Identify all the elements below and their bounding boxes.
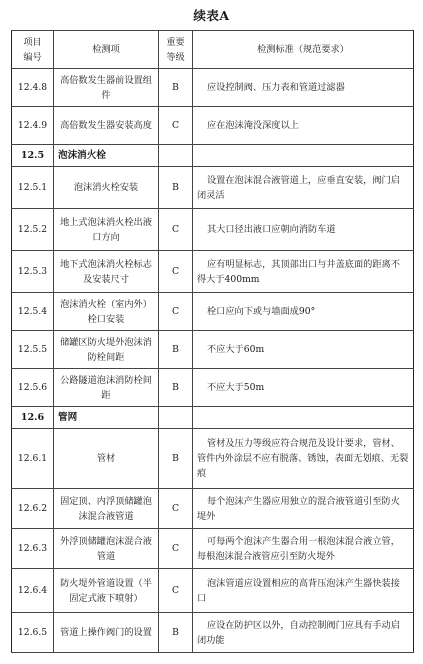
header-row <box>12 31 414 69</box>
item-number: 12.6.4 <box>12 569 54 613</box>
importance-level: B <box>159 613 193 653</box>
table-row <box>12 331 414 369</box>
item-number: 12.4.9 <box>12 107 54 145</box>
table-row <box>12 529 414 569</box>
inspection-item: 高倍数发生器前设置组件 <box>54 69 159 107</box>
inspection-standard: 应设在防护区以外，自动控制阀门应具有手动启闭功能 <box>193 613 414 653</box>
item-number: 12.5.2 <box>12 209 54 251</box>
inspection-item: 储罐区防火堤外泡沫消防栓间距 <box>54 331 159 369</box>
item-number: 12.5.5 <box>12 331 54 369</box>
inspection-item: 外浮顶储罐泡沫混合液管道 <box>54 529 159 569</box>
inspection-standard: 设置在泡沫混合液管道上，应垂直安装，阀门启闭灵活 <box>193 167 414 209</box>
importance-level: B <box>159 369 193 407</box>
inspection-table <box>11 30 414 653</box>
section-title: 管网 <box>54 407 159 429</box>
table-row <box>12 369 414 407</box>
inspection-item: 管道上操作阀门的设置 <box>54 613 159 653</box>
inspection-item: 防火堤外管道设置（半固定式液下喷射） <box>54 569 159 613</box>
importance-level: C <box>159 251 193 293</box>
item-number: 12.5.3 <box>12 251 54 293</box>
item-number: 12.5.1 <box>12 167 54 209</box>
inspection-standard: 栓口应向下或与墙面成90° <box>193 293 414 331</box>
inspection-standard: 管材及压力等级应符合规范及设计要求，管材、管件内外涂层不应有脱落、锈蚀，表面无划痕、无裂痕 <box>193 429 414 489</box>
table-row <box>12 293 414 331</box>
empty-cell <box>193 407 414 429</box>
section-title: 泡沫消火栓 <box>54 145 159 167</box>
importance-level: C <box>159 107 193 145</box>
inspection-item: 泡沫消火栓安装 <box>54 167 159 209</box>
inspection-standard: 每个泡沫产生器应用独立的混合液管道引至防火堤外 <box>193 489 414 529</box>
importance-level: C <box>159 569 193 613</box>
header-standard: 检测标准（规范要求） <box>193 31 414 69</box>
table-row <box>12 69 414 107</box>
table-row <box>12 251 414 293</box>
importance-level: C <box>159 293 193 331</box>
header-inspection-item: 检测项 <box>54 31 159 69</box>
section-row <box>12 145 414 167</box>
table-row <box>12 167 414 209</box>
table-row <box>12 569 414 613</box>
header-importance-level-text: 重要 等级 <box>166 36 185 63</box>
inspection-item: 管材 <box>54 429 159 489</box>
table-row <box>12 429 414 489</box>
header-item-number-text: 项目 编号 <box>23 36 42 63</box>
section-row <box>12 407 414 429</box>
empty-cell <box>159 407 193 429</box>
item-number: 12.6.5 <box>12 613 54 653</box>
item-number: 12.5.4 <box>12 293 54 331</box>
inspection-standard: 泡沫管道应设置相应的高背压泡沫产生器快装接口 <box>193 569 414 613</box>
table-row <box>12 209 414 251</box>
item-number: 12.6.3 <box>12 529 54 569</box>
inspection-standard: 应在泡沫淹没深度以上 <box>193 107 414 145</box>
importance-level: C <box>159 529 193 569</box>
item-number: 12.5.6 <box>12 369 54 407</box>
inspection-item: 泡沫消火栓（室内外）栓口安装 <box>54 293 159 331</box>
header-importance-level <box>159 31 193 69</box>
importance-level: B <box>159 69 193 107</box>
item-number: 12.6.2 <box>12 489 54 529</box>
table-body <box>12 69 414 653</box>
inspection-standard: 其大口径出液口应朝向消防车道 <box>193 209 414 251</box>
inspection-standard: 应设控制阀、压力表和管道过滤器 <box>193 69 414 107</box>
table-caption: 续表A <box>193 8 230 23</box>
inspection-standard: 应有明显标志，其顶部出口与井盖底面的距离不得大于400mm <box>193 251 414 293</box>
empty-cell <box>159 145 193 167</box>
table-row <box>12 489 414 529</box>
inspection-item: 高倍数发生器安装高度 <box>54 107 159 145</box>
section-number: 12.6 <box>12 407 54 429</box>
section-number: 12.5 <box>12 145 54 167</box>
importance-level: B <box>159 429 193 489</box>
importance-level: C <box>159 209 193 251</box>
table-row <box>12 107 414 145</box>
item-number: 12.4.8 <box>12 69 54 107</box>
header-item-number <box>12 31 54 69</box>
inspection-item: 固定顶、内浮顶储罐泡沫混合液管道 <box>54 489 159 529</box>
importance-level: B <box>159 167 193 209</box>
inspection-standard: 不应大于60m <box>193 331 414 369</box>
inspection-item: 公路隧道泡沫消防栓间距 <box>54 369 159 407</box>
importance-level: C <box>159 489 193 529</box>
importance-level: B <box>159 331 193 369</box>
table-row <box>12 613 414 653</box>
inspection-item: 地下式泡沫消火栓标志及安装尺寸 <box>54 251 159 293</box>
inspection-standard: 不应大于50m <box>193 369 414 407</box>
inspection-standard: 可每两个泡沫产生器合用一根泡沫混合液立管，每根泡沫混合液管应引至防火堤外 <box>193 529 414 569</box>
inspection-item: 地上式泡沫消火栓出液口方向 <box>54 209 159 251</box>
empty-cell <box>193 145 414 167</box>
item-number: 12.6.1 <box>12 429 54 489</box>
